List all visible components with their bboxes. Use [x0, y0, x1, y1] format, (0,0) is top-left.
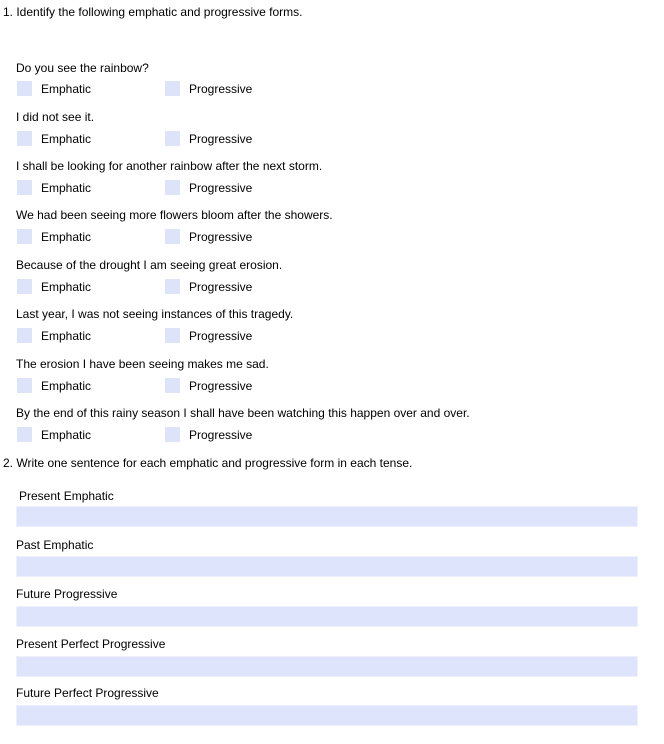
future-perfect-progressive-field[interactable]: [16, 705, 638, 726]
future-perfect-progressive-label: Future Perfect Progressive: [16, 686, 159, 700]
section-1-heading: 1. Identify the following emphatic and progressive forms.: [3, 5, 303, 19]
question-text: I did not see it.: [16, 110, 95, 124]
progressive-label: Progressive: [189, 132, 253, 146]
emphatic-checkbox[interactable]: [17, 427, 32, 442]
emphatic-label: Emphatic: [41, 132, 92, 146]
emphatic-checkbox[interactable]: [17, 81, 32, 96]
progressive-label: Progressive: [189, 280, 253, 294]
emphatic-label: Emphatic: [41, 280, 92, 294]
section-2-heading: 2. Write one sentence for each emphatic and progressive form in each tense.: [3, 456, 413, 470]
question-text: We had been seeing more flowers bloom after the showers.: [16, 208, 333, 222]
present-perfect-progressive-label: Present Perfect Progressive: [16, 637, 166, 651]
future-progressive-label: Future Progressive: [16, 587, 118, 601]
progressive-checkbox[interactable]: [165, 378, 180, 393]
emphatic-checkbox[interactable]: [17, 279, 32, 294]
progressive-checkbox[interactable]: [165, 131, 180, 146]
progressive-label: Progressive: [189, 82, 253, 96]
progressive-checkbox[interactable]: [165, 427, 180, 442]
future-progressive-field[interactable]: [16, 606, 638, 627]
progressive-label: Progressive: [189, 379, 253, 393]
progressive-checkbox[interactable]: [165, 180, 180, 195]
emphatic-checkbox[interactable]: [17, 229, 32, 244]
progressive-label: Progressive: [189, 230, 253, 244]
question-text: By the end of this rainy season I shall have been watching this happen over and over.: [16, 406, 470, 420]
emphatic-label: Emphatic: [41, 82, 92, 96]
question-text: Because of the drought I am seeing great erosion.: [16, 258, 283, 272]
question-text: The erosion I have been seeing makes me sad.: [16, 357, 269, 371]
question-text: I shall be looking for another rainbow after the next storm.: [16, 159, 323, 173]
emphatic-checkbox[interactable]: [17, 131, 32, 146]
progressive-label: Progressive: [189, 181, 253, 195]
progressive-checkbox[interactable]: [165, 229, 180, 244]
emphatic-checkbox[interactable]: [17, 328, 32, 343]
question-text: Last year, I was not seeing instances of this tragedy.: [16, 307, 294, 321]
present-perfect-progressive-field[interactable]: [16, 656, 638, 677]
emphatic-checkbox[interactable]: [17, 180, 32, 195]
present-emphatic-label: Present Emphatic: [19, 489, 114, 503]
progressive-label: Progressive: [189, 329, 253, 343]
question-text: Do you see the rainbow?: [16, 61, 149, 75]
emphatic-label: Emphatic: [41, 428, 92, 442]
progressive-checkbox[interactable]: [165, 81, 180, 96]
present-emphatic-field[interactable]: [16, 506, 638, 527]
progressive-checkbox[interactable]: [165, 328, 180, 343]
progressive-label: Progressive: [189, 428, 253, 442]
past-emphatic-field[interactable]: [16, 556, 638, 577]
emphatic-label: Emphatic: [41, 230, 92, 244]
emphatic-label: Emphatic: [41, 329, 92, 343]
emphatic-label: Emphatic: [41, 379, 92, 393]
emphatic-label: Emphatic: [41, 181, 92, 195]
past-emphatic-label: Past Emphatic: [16, 538, 94, 552]
progressive-checkbox[interactable]: [165, 279, 180, 294]
emphatic-checkbox[interactable]: [17, 378, 32, 393]
